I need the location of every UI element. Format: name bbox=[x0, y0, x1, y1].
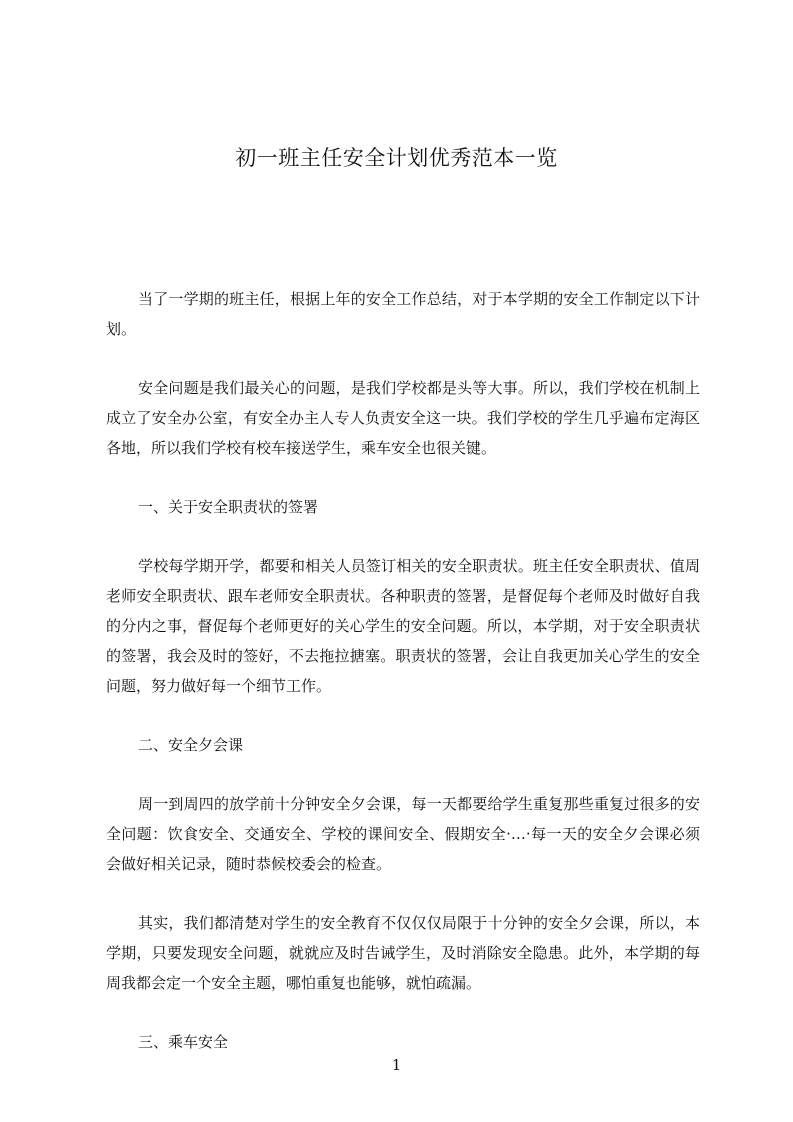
paragraph-gap bbox=[106, 344, 700, 373]
document-title: 初一班主任安全计划优秀范本一览 bbox=[235, 146, 558, 170]
paragraph-gap bbox=[106, 879, 700, 908]
page-number: 1 bbox=[391, 1056, 402, 1074]
paragraph-gap bbox=[106, 760, 700, 789]
importance-paragraph: 安全问题是我们最关心的问题，是我们学校都是头等大事。所以，我们学校在机制上成立了安全办公室，有安全办主人专人负责安全这一块。我们学校的学生几乎遍布定海区各地，所以我们学校有校车接送学生，乘车安全也很关键。 bbox=[106, 379, 700, 457]
intro-paragraph: 当了一学期的班主任，根据上年的安全工作总结，对于本学期的安全工作制定以下计划。 bbox=[106, 290, 700, 338]
section-heading-evening-class: 二、安全夕会课 bbox=[138, 736, 244, 754]
document-body bbox=[106, 284, 700, 1057]
section-heading-responsibility: 一、关于安全职责状的签署 bbox=[138, 498, 319, 516]
section-heading-bus-safety: 三、乘车安全 bbox=[138, 1033, 229, 1051]
paragraph-gap bbox=[106, 522, 700, 551]
responsibility-paragraph: 学校每学期开学，都要和相关人员签订相关的安全职责状。班主任安全职责状、值周老师安全职责状、跟车老师安全职责状。各种职责的签署，是督促每个老师及时做好自我的分内之事，督促每个老师更好的关心学生的安全问题。所以，本学期，对于安全职责状的签署，我会及时的签好，不去拖拉搪塞。职责状的签署，会让自我更加关心学生的安全问题，努力做好每一个细节工作。 bbox=[106, 557, 700, 695]
paragraph-gap bbox=[106, 998, 700, 1027]
safety-education-paragraph: 其实，我们都清楚对学生的安全教育不仅仅仅局限于十分钟的安全夕会课，所以，本学期，只要发现安全问题，就就应及时告诫学生，及时消除安全隐患。此外，本学期的每周我都会定一个安全主题，哪怕重复也能够，就怕疏漏。 bbox=[106, 914, 700, 992]
paragraph-gap bbox=[106, 701, 700, 730]
paragraph-gap bbox=[106, 463, 700, 492]
evening-class-paragraph: 周一到周四的放学前十分钟安全夕会课，每一天都要给学生重复那些重复过很多的安全问题：饮食安全、交通安全、学校的课间安全、假期安全·…·每一天的安全夕会课必须会做好相关记录，随时恭候校委会的检查。 bbox=[106, 795, 700, 873]
